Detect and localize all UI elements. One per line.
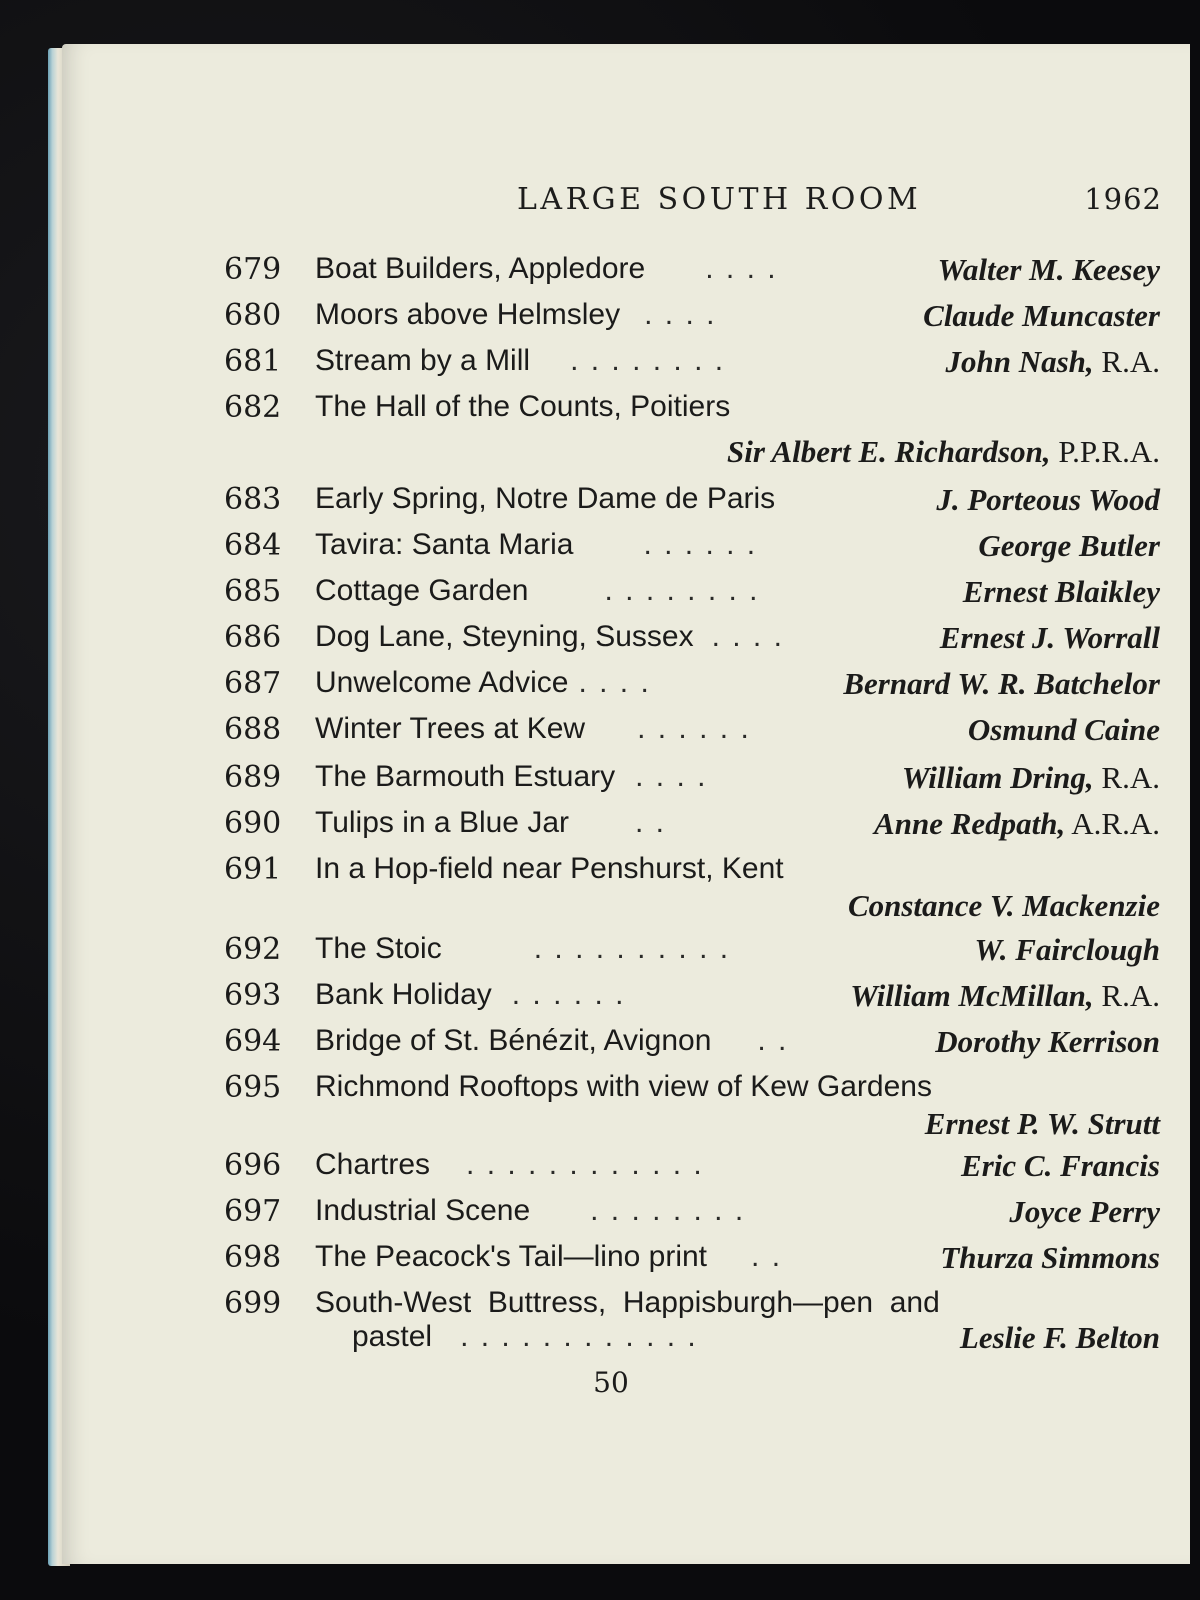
entry-title: The Stoic . . . . . . . . . . <box>315 932 731 965</box>
catalogue-entry <box>62 574 1190 614</box>
catalogue-entry <box>62 1148 1190 1188</box>
catalogue-entry <box>62 1070 1190 1150</box>
dot-leader: . . . . . . . . . . <box>533 932 731 965</box>
entry-title: Early Spring, Notre Dame de Paris <box>315 482 776 515</box>
dot-leader: . . <box>757 1024 789 1057</box>
entry-title: Cottage Garden . . . . . . . . <box>315 574 760 607</box>
entry-number: 683 <box>224 482 282 517</box>
entry-title: Winter Trees at Kew . . . . . . <box>315 712 751 745</box>
dot-leader: . . <box>635 806 667 839</box>
entry-artist: William Dring, R.A. <box>901 760 1160 795</box>
catalogue-entry <box>62 932 1190 972</box>
room-title: LARGE SOUTH ROOM <box>517 182 922 217</box>
entry-artist: Leslie F. Belton <box>959 1320 1160 1355</box>
entry-number: 697 <box>224 1194 282 1229</box>
entry-artist: George Butler <box>978 528 1160 563</box>
entry-number: 691 <box>224 852 282 887</box>
dot-leader: . . . . <box>705 252 778 285</box>
entry-number: 698 <box>224 1240 282 1275</box>
entry-artist: Thurza Simmons <box>940 1240 1160 1275</box>
entry-artist: Ernest J. Worrall <box>939 620 1160 655</box>
entry-number: 686 <box>224 620 282 655</box>
entry-title: The Peacock's Tail—lino print . . <box>315 1240 783 1273</box>
entry-artist: Sir Albert E. Richardson, P.P.R.A. <box>726 434 1160 469</box>
entry-title: Industrial Scene . . . . . . . . <box>315 1194 746 1227</box>
entry-title: The Barmouth Estuary . . . . <box>315 760 708 793</box>
entry-number: 679 <box>224 252 282 287</box>
dot-leader: . . . . <box>711 620 784 653</box>
catalogue-entry <box>62 852 1190 932</box>
entry-number: 694 <box>224 1024 282 1059</box>
entry-title: Moors above Helmsley . . . . <box>315 298 717 331</box>
entry-title: Bridge of St. Bénézit, Avignon . . <box>315 1024 789 1057</box>
entry-number: 680 <box>224 298 282 333</box>
entry-number: 687 <box>224 666 282 701</box>
entry-artist: Eric C. Francis <box>961 1148 1160 1183</box>
entry-title: Tavira: Santa Maria . . . . . . <box>315 528 758 561</box>
catalogue-entry <box>62 252 1190 292</box>
entry-number: 693 <box>224 978 282 1013</box>
catalogue-page <box>62 44 1190 1564</box>
entry-title: The Hall of the Counts, Poitiers <box>315 390 731 423</box>
dot-leader: . . . . . . <box>637 712 751 745</box>
entry-artist: Anne Redpath, A.R.A. <box>874 806 1160 841</box>
entry-artist: W. Fairclough <box>974 932 1160 967</box>
entry-artist: Claude Muncaster <box>923 298 1160 333</box>
catalogue-entry <box>62 344 1190 384</box>
page-number: 50 <box>593 1366 629 1399</box>
catalogue-entry <box>62 712 1190 752</box>
entry-number: 699 <box>224 1286 282 1321</box>
entry-title: Unwelcome Advice . . . . <box>315 666 651 699</box>
dot-leader: . . . . . . . . . . . . <box>466 1148 704 1181</box>
dot-leader: . . . . <box>644 298 717 331</box>
entry-artist: Joyce Perry <box>1009 1194 1160 1229</box>
entry-number: 692 <box>224 932 282 967</box>
entry-number: 695 <box>224 1070 282 1105</box>
catalogue-entry <box>62 1286 1190 1366</box>
entry-title: Boat Builders, Appledore . . . . <box>315 252 778 285</box>
dot-leader: . . . . . . <box>511 978 626 1011</box>
entry-number: 696 <box>224 1148 282 1183</box>
dot-leader: . . . . . . . . . . . . <box>460 1320 698 1353</box>
entry-artist: J. Porteous Wood <box>936 482 1160 517</box>
entry-number: 684 <box>224 528 282 563</box>
catalogue-entry <box>62 978 1190 1018</box>
catalogue-entry <box>62 482 1190 522</box>
dot-leader: . . . . <box>578 666 651 699</box>
catalogue-entry <box>62 806 1190 846</box>
entry-artist: John Nash, R.A. <box>945 344 1160 379</box>
dot-leader: . . <box>751 1240 783 1273</box>
entry-title: Chartres . . . . . . . . . . . . <box>315 1148 704 1181</box>
year: 1962 <box>1084 182 1162 216</box>
entry-title: Stream by a Mill . . . . . . . . <box>315 344 726 377</box>
entry-number: 682 <box>224 390 282 425</box>
entry-artist: Dorothy Kerrison <box>935 1024 1160 1059</box>
entry-artist: William McMillan, R.A. <box>850 978 1160 1013</box>
catalogue-entry <box>62 390 1190 470</box>
entry-number: 685 <box>224 574 282 609</box>
dot-leader: . . . . . . . . <box>570 344 726 377</box>
entry-title: South-West Buttress, Happisburgh—pen and <box>315 1286 940 1319</box>
entry-artist: Walter M. Keesey <box>937 252 1160 287</box>
entry-number: 688 <box>224 712 282 747</box>
catalogue-entry <box>62 528 1190 568</box>
entry-title: Tulips in a Blue Jar . . <box>315 806 667 839</box>
entry-artist: Bernard W. R. Batchelor <box>843 666 1160 701</box>
entry-number: 689 <box>224 760 282 795</box>
entry-artist: Ernest P. W. Strutt <box>924 1106 1160 1141</box>
entry-artist: Constance V. Mackenzie <box>847 888 1160 923</box>
entry-artist: Osmund Caine <box>967 712 1160 747</box>
catalogue-entry <box>62 760 1190 800</box>
dot-leader: . . . . . . <box>643 528 758 561</box>
dot-leader: . . . . . . . . <box>590 1194 746 1227</box>
dot-leader: . . . . <box>635 760 708 793</box>
entry-title: Bank Holiday . . . . . . <box>315 978 626 1011</box>
catalogue-entry <box>62 666 1190 706</box>
catalogue-entry <box>62 620 1190 660</box>
catalogue-entry <box>62 1194 1190 1234</box>
entry-title: Dog Lane, Steyning, Sussex . . . . <box>315 620 784 653</box>
entry-title: In a Hop-field near Penshurst, Kent <box>315 852 784 885</box>
entry-title: Richmond Rooftops with view of Kew Gardens <box>315 1070 932 1103</box>
catalogue-entry <box>62 298 1190 338</box>
entry-number: 681 <box>224 344 282 379</box>
running-head <box>62 182 1190 222</box>
catalogue-entry <box>62 1240 1190 1280</box>
entry-number: 690 <box>224 806 282 841</box>
entry-artist: Ernest Blaikley <box>962 574 1160 609</box>
entry-title-continuation: pastel . . . . . . . . . . . . <box>352 1320 698 1353</box>
catalogue-entry <box>62 1024 1190 1064</box>
dot-leader: . . . . . . . . <box>604 574 760 607</box>
